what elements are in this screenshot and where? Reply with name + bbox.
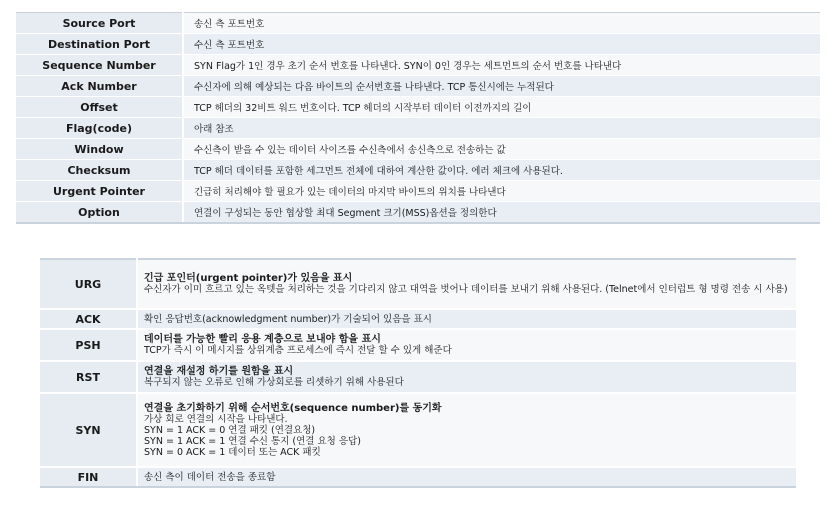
- flag-summary: 연결을 재설정 하기를 원함을 표시: [144, 366, 294, 377]
- flag-description: [137, 361, 796, 393]
- field-description: 수신자에 의해 예상되는 다음 바이트의 순서번호를 나타낸다. TCP 통신시에는 누적된다: [183, 76, 820, 97]
- flag-detail-line: 송신 측이 데이터 전송을 종료함: [144, 471, 276, 483]
- flag-detail-line: SYN = 1 ACK = 0 연결 패킷 (연결요청): [144, 424, 316, 436]
- field-description: 수신 측 포트번호: [183, 34, 820, 55]
- flag-detail-line: 가상 회로 연결의 시작을 나타낸다.: [144, 413, 288, 425]
- flag-name: URG: [40, 259, 137, 309]
- header-field-row: [16, 139, 820, 160]
- flag-summary: 연결을 초기화하기 위해 순서번호(sequence number)를 동기화: [144, 402, 442, 414]
- flag-row-syn: [40, 393, 796, 467]
- flag-description: [137, 309, 796, 329]
- flag-row-ack: [40, 309, 796, 329]
- header-field-row: [16, 202, 820, 224]
- tcp-header-fields-table: [16, 12, 820, 224]
- field-description: 아래 참조: [183, 118, 820, 139]
- header-field-row: [16, 181, 820, 202]
- field-name: Ack Number: [16, 76, 183, 97]
- field-name: Checksum: [16, 160, 183, 181]
- header-field-row: [16, 97, 820, 118]
- flag-name: FIN: [40, 467, 137, 487]
- field-name: Flag(code): [16, 118, 183, 139]
- flag-description: [137, 467, 796, 487]
- flag-name: PSH: [40, 329, 137, 361]
- flag-row-rst: [40, 361, 796, 393]
- field-name: Urgent Pointer: [16, 181, 183, 202]
- flag-row-fin: [40, 467, 796, 487]
- flag-summary: 데이터를 가능한 빨리 응용 계층으로 보내야 함을 표시: [144, 334, 381, 345]
- flag-row-urg: [40, 259, 796, 309]
- flag-description: [137, 393, 796, 467]
- flag-detail-line: 수신자가 이미 흐르고 있는 옥텟을 처리하는 것을 기다리지 않고 대역을 벗어나 데이터를 보내기 위해 사용된다. (Telnet에서 인터럽트 형 명령 전송 시 사용): [144, 284, 788, 295]
- field-name: Window: [16, 139, 183, 160]
- field-name: Destination Port: [16, 34, 183, 55]
- header-field-row: [16, 55, 820, 76]
- field-description: TCP 헤더의 32비트 워드 번호이다. TCP 헤더의 시작부터 데이터 이전까지의 길이: [183, 97, 820, 118]
- header-field-row: [16, 76, 820, 97]
- flag-name: RST: [40, 361, 137, 393]
- flag-detail-line: SYN = 1 ACK = 1 연결 수신 통지 (연결 요청 응답): [144, 435, 361, 447]
- header-field-row: [16, 13, 820, 34]
- flag-row-psh: [40, 329, 796, 361]
- flag-description: [137, 329, 796, 361]
- flag-name: ACK: [40, 309, 137, 329]
- flag-detail-line: SYN = 0 ACK = 1 데이터 또는 ACK 패킷: [144, 446, 321, 458]
- field-description: 수신측이 받을 수 있는 데이터 사이즈를 수신측에서 송신측으로 전송하는 값: [183, 139, 820, 160]
- header-field-row: [16, 34, 820, 55]
- flag-detail-line: TCP가 즉시 이 메시지를 상위계층 프로세스에 즉시 전달 할 수 있게 해준다: [144, 345, 452, 356]
- field-description: 송신 측 포트번호: [183, 13, 820, 34]
- flag-description: [137, 259, 796, 309]
- field-description: 긴급히 처리해야 할 필요가 있는 데이터의 마지막 바이트의 위치를 나타낸다: [183, 181, 820, 202]
- flag-summary: 긴급 포인터(urgent pointer)가 있음을 표시: [144, 273, 353, 284]
- field-name: Source Port: [16, 13, 183, 34]
- header-field-row: [16, 160, 820, 181]
- flag-detail-line: 확인 응답번호(acknowledgment number)가 기술되어 있음을 표시: [144, 313, 432, 325]
- field-name: Offset: [16, 97, 183, 118]
- field-description: SYN Flag가 1인 경우 초기 순서 번호를 나타낸다. SYN이 0인 경우는 세트먼트의 순서 번호를 나타낸다: [183, 55, 820, 76]
- field-name: Sequence Number: [16, 55, 183, 76]
- header-field-row: [16, 118, 820, 139]
- flag-detail-line: 복구되지 않는 오류로 인해 가상회로를 리셋하기 위해 사용된다: [144, 377, 404, 388]
- flag-name: SYN: [40, 393, 137, 467]
- tcp-flags-table: [40, 258, 796, 488]
- field-name: Option: [16, 202, 183, 224]
- field-description: 연결이 구성되는 동안 협상할 최대 Segment 크기(MSS)옵션을 정의한다: [183, 202, 820, 224]
- field-description: TCP 헤더 데이터를 포함한 세그먼트 전체에 대하여 계산한 값이다. 에러 체크에 사용된다.: [183, 160, 820, 181]
